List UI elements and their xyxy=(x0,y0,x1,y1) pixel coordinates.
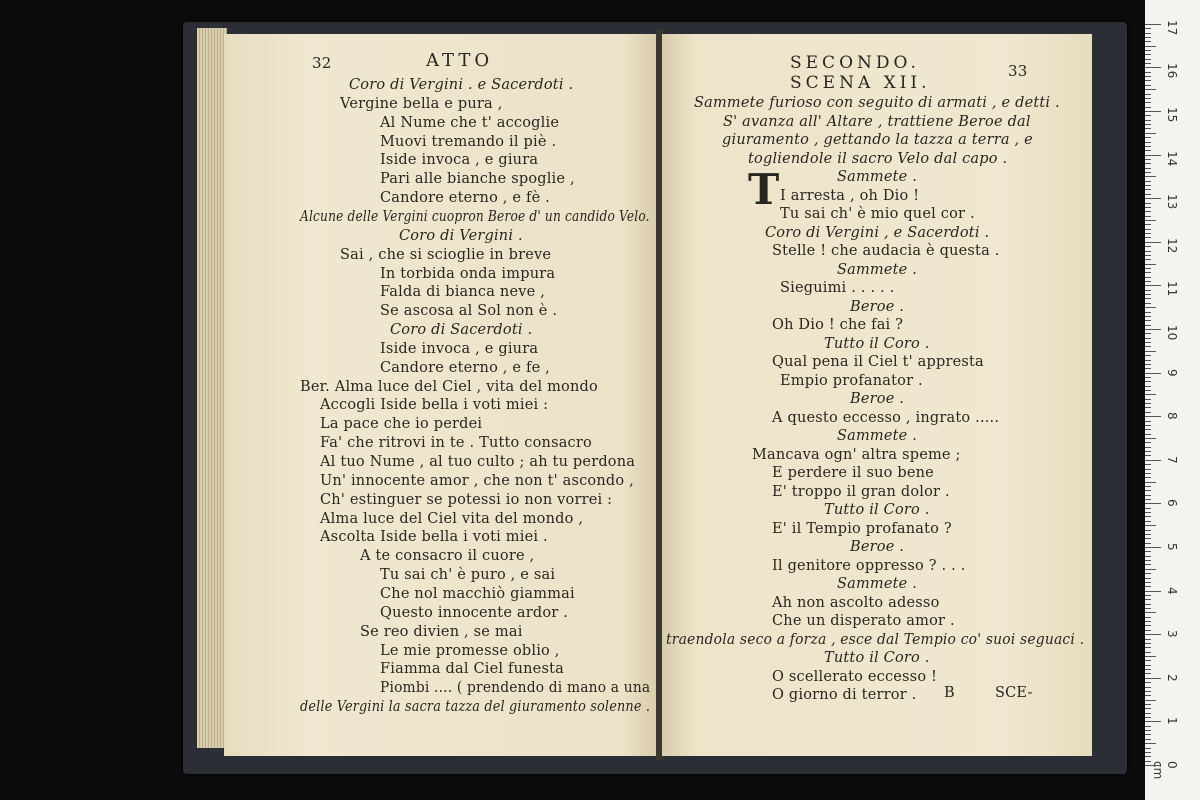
left-page-line: A te consacro il cuore , xyxy=(360,548,535,565)
ruler-mm-tick xyxy=(1145,33,1151,34)
left-page-line: Coro di Sacerdoti . xyxy=(390,322,533,339)
left-page-line: Questo innocente ardor . xyxy=(380,604,569,621)
ruler-mm-tick xyxy=(1145,516,1151,517)
right-page-line: Mancava ogn' altra speme ; xyxy=(752,446,961,463)
right-page-line: Ah non ascolto adesso xyxy=(772,594,940,611)
ruler-mm-tick xyxy=(1145,761,1151,762)
ruler-mm-tick xyxy=(1145,28,1151,29)
ruler-mm-tick xyxy=(1145,499,1151,500)
ruler-mm-tick xyxy=(1145,582,1151,583)
right-page-line: Sieguimi . . . . . xyxy=(780,280,895,296)
right-page-line: Beroe . xyxy=(850,391,905,407)
ruler-mm-tick xyxy=(1145,556,1151,557)
ruler-number: 14 xyxy=(1165,150,1179,166)
left-page-line: Candore eterno , e fe , xyxy=(380,359,550,376)
left-page-line: Ber. Alma luce del Ciel , vita del mondo xyxy=(300,378,598,395)
right-page-line: O scellerato eccesso ! xyxy=(772,668,938,685)
ruler-mm-tick xyxy=(1145,612,1156,613)
left-page-line: Al Nume che t' accoglie xyxy=(380,114,560,131)
ruler-mm-tick xyxy=(1145,298,1151,299)
ruler-mm-tick xyxy=(1145,346,1151,347)
ruler-mm-tick xyxy=(1145,203,1151,204)
ruler-mm-tick xyxy=(1145,72,1151,73)
ruler-mm-tick xyxy=(1145,50,1151,51)
left-page-line: Candore eterno , e fè . xyxy=(380,190,550,207)
ruler-mm-tick xyxy=(1145,621,1151,622)
ruler-cm-tick xyxy=(1145,373,1161,374)
ruler-mm-tick xyxy=(1145,377,1151,378)
left-page-line: Accogli Iside bella i voti miei : xyxy=(320,397,549,414)
ruler-mm-tick xyxy=(1145,708,1151,709)
left-page-line: Fa' che ritrovi in te . Tutto consacro xyxy=(320,435,592,452)
ruler-mm-tick xyxy=(1145,739,1151,740)
ruler-mm-tick xyxy=(1145,569,1156,570)
ruler-mm-tick xyxy=(1145,268,1151,269)
ruler-mm-tick xyxy=(1145,37,1151,38)
right-page-line: S' avanza all' Altare , trattiene Beroe dal xyxy=(723,113,1031,130)
ruler-mm-tick xyxy=(1145,229,1151,230)
right-page-line: togliendole il sacro Velo dal capo . xyxy=(748,150,1008,167)
ruler-number: 5 xyxy=(1165,543,1179,551)
ruler-mm-tick xyxy=(1145,421,1151,422)
ruler-mm-tick xyxy=(1145,608,1151,609)
left-page-line: Al tuo Nume , al tuo culto ; ah tu perdona xyxy=(320,454,636,470)
ruler-mm-tick xyxy=(1145,477,1151,478)
ruler-mm-tick xyxy=(1145,639,1151,640)
ruler-mm-tick xyxy=(1145,303,1151,304)
ruler-mm-tick xyxy=(1145,429,1151,430)
ruler-number: 13 xyxy=(1165,194,1179,210)
ruler-mm-tick xyxy=(1145,264,1156,265)
ruler-number: 8 xyxy=(1165,412,1179,420)
right-page-line: Tutto il Coro . xyxy=(824,650,930,666)
ruler-mm-tick xyxy=(1145,486,1151,487)
ruler-mm-tick xyxy=(1145,464,1151,465)
left-page-line: Se ascosa al Sol non è . xyxy=(380,303,558,320)
left-page-line: In torbida onda impura xyxy=(380,265,556,282)
ruler-mm-tick xyxy=(1145,237,1151,238)
right-page-line: Tutto il Coro . xyxy=(824,335,930,352)
ruler-number: 17 xyxy=(1165,19,1179,36)
right-page-line: Sammete furioso con seguito di armati , e detti . xyxy=(694,95,1060,111)
ruler-mm-tick xyxy=(1145,425,1151,426)
running-header-right: SECONDO. xyxy=(790,53,920,73)
right-page-line: Tu sai ch' è mio quel cor . xyxy=(780,206,975,222)
left-page-line: Sai , che si scioglie in breve xyxy=(340,246,552,263)
ruler-mm-tick xyxy=(1145,281,1151,282)
ruler-mm-tick xyxy=(1145,54,1151,55)
ruler-mm-tick xyxy=(1145,41,1151,42)
ruler-number: 16 xyxy=(1165,63,1179,79)
right-page-line: Sammete . xyxy=(837,428,918,444)
ruler-mm-tick xyxy=(1145,142,1151,143)
ruler-mm-tick xyxy=(1145,381,1151,382)
ruler-cm-tick xyxy=(1145,67,1161,68)
ruler-number: 9 xyxy=(1165,368,1179,377)
ruler-mm-tick xyxy=(1145,102,1151,103)
ruler-number: 7 xyxy=(1165,455,1179,464)
ruler-cm-tick xyxy=(1145,242,1161,243)
ruler-mm-tick xyxy=(1145,442,1151,443)
ruler-mm-tick xyxy=(1145,181,1151,182)
ruler-mm-tick xyxy=(1145,604,1151,605)
running-header-left: ATTO xyxy=(426,50,494,71)
ruler-number: 12 xyxy=(1165,237,1179,254)
right-page-line: Tutto il Coro . xyxy=(824,502,930,518)
left-page-line: Tu sai ch' è puro , e sai xyxy=(380,567,556,584)
ruler-mm-tick xyxy=(1145,360,1151,361)
ruler-mm-tick xyxy=(1145,508,1151,509)
ruler-mm-tick xyxy=(1145,665,1151,666)
right-page-line: Empio profanator . xyxy=(780,372,923,389)
right-page-line: Oh Dio ! che fai ? xyxy=(772,317,904,333)
ruler-mm-tick xyxy=(1145,163,1151,164)
left-page-line: Pari alle bianche spoglie , xyxy=(380,171,575,188)
ruler-mm-tick xyxy=(1145,368,1151,369)
ruler-number: 10 xyxy=(1165,325,1179,341)
ruler-mm-tick xyxy=(1145,355,1151,356)
ruler-mm-tick xyxy=(1145,399,1151,400)
measurement-ruler xyxy=(1145,0,1200,800)
ruler-cm-tick xyxy=(1145,155,1161,156)
ruler-mm-tick xyxy=(1145,673,1151,674)
right-page-line: giuramento , gettando la tazza a terra , e xyxy=(722,132,1033,148)
ruler-mm-tick xyxy=(1145,700,1156,701)
ruler-number: 0 cm xyxy=(1151,761,1179,780)
left-page-line: Fiamma dal Ciel funesta xyxy=(380,661,564,678)
right-page-line: Beroe . xyxy=(850,298,905,315)
ruler-mm-tick xyxy=(1145,290,1151,291)
ruler-mm-tick xyxy=(1145,447,1151,448)
ruler-mm-tick xyxy=(1145,534,1151,535)
ruler-mm-tick xyxy=(1145,643,1151,644)
ruler-mm-tick xyxy=(1145,277,1151,278)
ruler-mm-tick xyxy=(1145,312,1151,313)
right-page-line: E' il Tempio profanato ? xyxy=(772,520,952,537)
catchword: SCE- xyxy=(995,685,1033,701)
ruler-mm-tick xyxy=(1145,717,1151,718)
ruler-mm-tick xyxy=(1145,599,1151,600)
page-number-left: 32 xyxy=(312,54,332,72)
ruler-mm-tick xyxy=(1145,76,1151,77)
ruler-mm-tick xyxy=(1145,560,1151,561)
ruler-number: 6 xyxy=(1165,499,1179,508)
ruler-mm-tick xyxy=(1145,307,1156,308)
ruler-mm-tick xyxy=(1145,687,1151,688)
ruler-mm-tick xyxy=(1145,251,1151,252)
left-page-line: Falda di bianca neve , xyxy=(380,284,546,301)
left-page-line: La pace che io perdei xyxy=(320,416,483,433)
left-page-line: Coro di Vergini . xyxy=(399,227,523,244)
left-page-line: Le mie promesse oblio , xyxy=(380,642,560,659)
ruler-mm-tick xyxy=(1145,137,1151,138)
ruler-mm-tick xyxy=(1145,652,1151,653)
drop-cap: T xyxy=(748,164,780,214)
ruler-mm-tick xyxy=(1145,530,1151,531)
ruler-number: 2 xyxy=(1165,673,1179,682)
ruler-mm-tick xyxy=(1145,713,1151,714)
ruler-mm-tick xyxy=(1145,578,1151,579)
ruler-number: 4 xyxy=(1165,586,1179,595)
ruler-cm-tick xyxy=(1145,503,1161,504)
ruler-mm-tick xyxy=(1145,220,1156,221)
ruler-mm-tick xyxy=(1145,734,1151,735)
ruler-mm-tick xyxy=(1145,743,1156,744)
right-page-line: E' troppo il gran dolor . xyxy=(772,483,950,500)
ruler-mm-tick xyxy=(1145,255,1151,256)
ruler-cm-tick xyxy=(1145,547,1161,548)
ruler-number: 1 xyxy=(1165,717,1179,726)
right-page-line: Sammete . xyxy=(837,261,918,278)
page-edges xyxy=(197,28,227,748)
left-page-line: Un' innocente amor , che non t' ascondo , xyxy=(320,472,634,489)
signature-mark: B xyxy=(944,685,955,701)
ruler-mm-tick xyxy=(1145,386,1151,387)
ruler-mm-tick xyxy=(1145,695,1151,696)
ruler-mm-tick xyxy=(1145,107,1151,108)
ruler-mm-tick xyxy=(1145,351,1156,352)
ruler-mm-tick xyxy=(1145,512,1151,513)
ruler-mm-tick xyxy=(1145,259,1151,260)
ruler-mm-tick xyxy=(1145,146,1151,147)
ruler-cm-tick xyxy=(1145,24,1161,25)
ruler-mm-tick xyxy=(1145,730,1151,731)
ruler-mm-tick xyxy=(1145,98,1151,99)
ruler-mm-tick xyxy=(1145,726,1151,727)
ruler-mm-tick xyxy=(1145,573,1151,574)
ruler-cm-tick xyxy=(1145,460,1161,461)
right-page-line: Qual pena il Ciel t' appresta xyxy=(772,354,984,370)
right-page-line: Sammete . xyxy=(837,169,918,185)
ruler-mm-tick xyxy=(1145,150,1151,151)
ruler-mm-tick xyxy=(1145,543,1151,544)
right-page-line: I arresta , oh Dio ! xyxy=(780,187,920,204)
ruler-mm-tick xyxy=(1145,46,1156,47)
ruler-mm-tick xyxy=(1145,691,1151,692)
ruler-mm-tick xyxy=(1145,320,1151,321)
ruler-mm-tick xyxy=(1145,338,1151,339)
ruler-mm-tick xyxy=(1145,85,1151,86)
ruler-mm-tick xyxy=(1145,469,1151,470)
ruler-mm-tick xyxy=(1145,451,1151,452)
left-page-line: Che nol macchiò giammai xyxy=(380,585,575,602)
right-page-line: O giorno di terror . xyxy=(772,687,917,703)
ruler-mm-tick xyxy=(1145,538,1151,539)
ruler-mm-tick xyxy=(1145,272,1151,273)
page-number-right: 33 xyxy=(1008,62,1028,80)
ruler-mm-tick xyxy=(1145,630,1151,631)
left-page-line: Alcune delle Vergini cuopron Beroe d' un candido Velo. xyxy=(300,208,650,225)
ruler-mm-tick xyxy=(1145,59,1151,60)
ruler-mm-tick xyxy=(1145,564,1151,565)
ruler-mm-tick xyxy=(1145,185,1151,186)
ruler-mm-tick xyxy=(1145,752,1151,753)
ruler-mm-tick xyxy=(1145,364,1151,365)
ruler-mm-tick xyxy=(1145,704,1151,705)
ruler-mm-tick xyxy=(1145,159,1151,160)
ruler-mm-tick xyxy=(1145,316,1151,317)
ruler-mm-tick xyxy=(1145,224,1151,225)
left-page-line: Coro di Vergini . e Sacerdoti . xyxy=(349,77,574,93)
right-page-line: E perdere il suo bene xyxy=(772,465,934,481)
left-page-line: Iside invoca , e giura xyxy=(380,152,539,169)
right-page-line: Stelle ! che audacia è questa . xyxy=(772,243,1000,259)
left-page-line: Vergine bella e pura , xyxy=(340,95,503,112)
ruler-mm-tick xyxy=(1145,647,1151,648)
ruler-mm-tick xyxy=(1145,216,1151,217)
ruler-mm-tick xyxy=(1145,233,1151,234)
ruler-mm-tick xyxy=(1145,124,1151,125)
ruler-mm-tick xyxy=(1145,294,1151,295)
ruler-mm-tick xyxy=(1145,394,1156,395)
ruler-cm-tick xyxy=(1145,678,1161,679)
ruler-mm-tick xyxy=(1145,748,1151,749)
ruler-mm-tick xyxy=(1145,586,1151,587)
ruler-mm-tick xyxy=(1145,625,1151,626)
ruler-cm-tick xyxy=(1145,634,1161,635)
ruler-mm-tick xyxy=(1145,189,1151,190)
right-page-line: traendola seco a forza , esce dal Tempio co' suoi seguaci . xyxy=(666,631,1085,648)
ruler-cm-tick xyxy=(1145,329,1161,330)
ruler-cm-tick xyxy=(1145,285,1161,286)
ruler-mm-tick xyxy=(1145,495,1151,496)
ruler-mm-tick xyxy=(1145,207,1151,208)
ruler-mm-tick xyxy=(1145,660,1151,661)
left-page-line: Iside invoca , e giura xyxy=(380,340,539,357)
right-page-line: Il genitore oppresso ? . . . xyxy=(772,557,966,574)
right-page-line: Coro di Vergini , e Sacerdoti . xyxy=(765,224,990,241)
ruler-mm-tick xyxy=(1145,325,1151,326)
ruler-mm-tick xyxy=(1145,133,1156,134)
ruler-mm-tick xyxy=(1145,490,1151,491)
left-page-line: Alma luce del Ciel vita del mondo , xyxy=(320,510,584,527)
ruler-mm-tick xyxy=(1145,682,1151,683)
right-page-line: Beroe . xyxy=(850,539,905,555)
ruler-mm-tick xyxy=(1145,412,1151,413)
left-page xyxy=(224,34,658,756)
scene-heading: SCENA XII. xyxy=(790,73,931,93)
right-page-line: A questo eccesso , ingrato ..... xyxy=(772,409,1000,426)
ruler-number: 3 xyxy=(1165,630,1179,638)
ruler-number: 11 xyxy=(1165,281,1179,297)
right-page xyxy=(662,34,1092,756)
ruler-mm-tick xyxy=(1145,194,1151,195)
ruler-cm-tick xyxy=(1145,721,1161,722)
ruler-mm-tick xyxy=(1145,333,1151,334)
ruler-mm-tick xyxy=(1145,617,1151,618)
ruler-cm-tick xyxy=(1145,416,1161,417)
ruler-mm-tick xyxy=(1145,246,1151,247)
ruler-mm-tick xyxy=(1145,211,1151,212)
left-page-line: Ch' estinguer se potessi io non vorrei : xyxy=(320,491,613,508)
left-page-line: delle Vergini la sacra tazza del giuramento solenne . xyxy=(300,699,651,716)
ruler-mm-tick xyxy=(1145,407,1151,408)
ruler-mm-tick xyxy=(1145,521,1151,522)
ruler-mm-tick xyxy=(1145,551,1151,552)
ruler-cm-tick xyxy=(1145,591,1161,592)
ruler-mm-tick xyxy=(1145,176,1156,177)
ruler-mm-tick xyxy=(1145,595,1151,596)
left-page-line: Piombi .... ( prendendo di mano a una xyxy=(380,680,651,697)
ruler-mm-tick xyxy=(1145,168,1151,169)
ruler-mm-tick xyxy=(1145,63,1151,64)
ruler-mm-tick xyxy=(1145,656,1156,657)
ruler-mm-tick xyxy=(1145,80,1151,81)
ruler-mm-tick xyxy=(1145,455,1151,456)
ruler-mm-tick xyxy=(1145,120,1151,121)
left-page-line: Muovi tremando il piè . xyxy=(380,133,557,150)
ruler-cm-tick xyxy=(1145,198,1161,199)
ruler-mm-tick xyxy=(1145,756,1151,757)
ruler-mm-tick xyxy=(1145,482,1156,483)
ruler-number: 15 xyxy=(1165,107,1179,123)
ruler-mm-tick xyxy=(1145,172,1151,173)
ruler-cm-tick xyxy=(1145,111,1161,112)
ruler-mm-tick xyxy=(1145,525,1156,526)
ruler-mm-tick xyxy=(1145,115,1151,116)
ruler-mm-tick xyxy=(1145,438,1156,439)
ruler-mm-tick xyxy=(1145,434,1151,435)
ruler-mm-tick xyxy=(1145,390,1151,391)
ruler-mm-tick xyxy=(1145,342,1151,343)
ruler-mm-tick xyxy=(1145,94,1151,95)
left-page-line: Ascolta Iside bella i voti miei . xyxy=(320,529,548,546)
ruler-mm-tick xyxy=(1145,89,1156,90)
right-page-line: Che un disperato amor . xyxy=(772,613,955,629)
ruler-mm-tick xyxy=(1145,669,1151,670)
ruler-mm-tick xyxy=(1145,473,1151,474)
left-page-line: Se reo divien , se mai xyxy=(360,623,523,640)
ruler-mm-tick xyxy=(1145,403,1151,404)
ruler-mm-tick xyxy=(1145,128,1151,129)
right-page-line: Sammete . xyxy=(837,576,918,592)
